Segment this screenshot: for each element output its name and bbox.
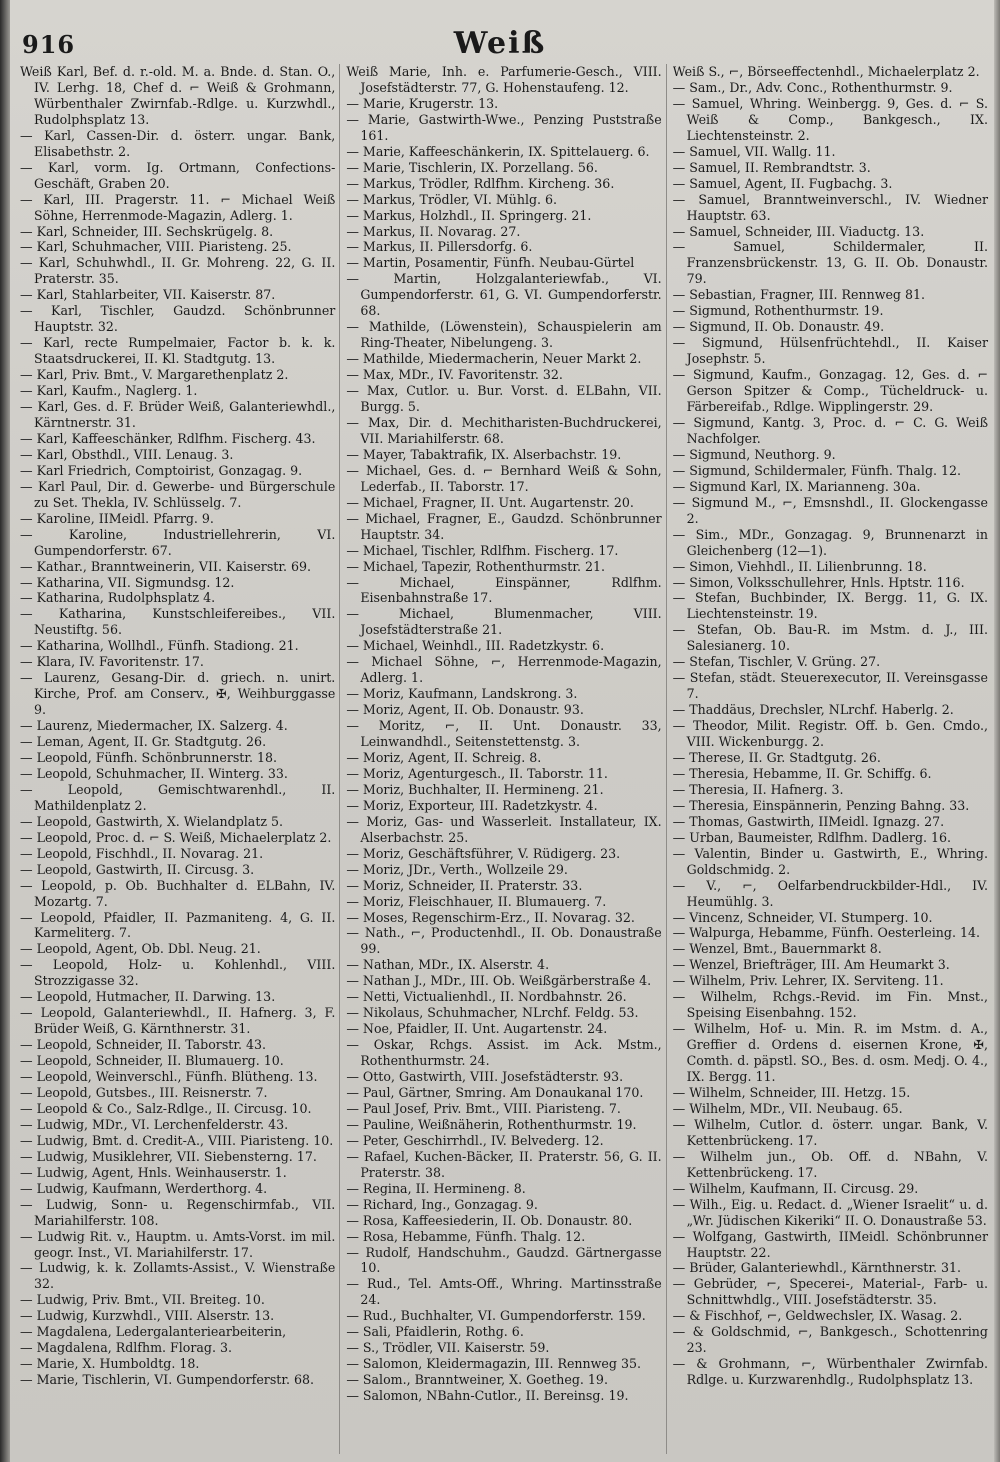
directory-entry: — Max, Cutlor. u. Bur. Vorst. d. ELBahn, VII. Burgg. 5. [346,383,662,415]
directory-entry: — Mayer, Tabaktrafik, IX. Alserbachstr. 19. [346,446,622,462]
directory-entry: — Sam., Dr., Adv. Conc., Rothenthurmstr. 9. [672,79,953,95]
directory-entry: — Urban, Baumeister, Rdlfhm. Dadlerg. 16. [672,829,952,845]
directory-entry: — Samuel, II. Rembrandtstr. 3. [672,159,871,175]
directory-entry: — Leopold, Pfaidler, II. Pazmaniteng. 4, G. II. Karmeliterg. 7. [20,909,336,941]
directory-entry: — Ludwig, Musiklehrer, VII. Siebensterng. 17. [20,1148,317,1164]
directory-entry: — Thomas, Gastwirth, IIMeidl. Ignazg. 27. [672,813,945,829]
directory-entry: — Karl, Priv. Bmt., V. Margarethenplatz 2. [20,367,289,383]
directory-entry: — Sigmund, Schildermaler, Fünfh. Thalg. 12. [672,462,962,478]
directory-entry: — Thaddäus, Drechsler, NLrchf. Haberlg. 2. [672,702,954,718]
directory-entry: — Karoline, Industriellehrerin, VI. Gumpendorferstr. 67. [20,526,336,558]
directory-entry: — Brüder, Galanteriewhdl., Kärnthnerstr. 31. [672,1260,962,1276]
directory-entry: — Michael, Fragner, II. Unt. Augartenstr. 20. [346,494,634,510]
directory-column-2 [346,64,666,1454]
directory-entry: — Samuel, Whring. Weinbergg. 9, Ges. d. ⌐ S. Weiß & Comp., Bankgesch., IX. Liechtensteinstr. 2. [672,95,988,143]
directory-entry: — V., ⌐, Oelfarbendruckbilder-Hdl., IV. Heumühlg. 3. [672,877,988,909]
directory-entry: — Samuel, Schneider, III. Viaductg. 13. [672,223,925,239]
directory-entry: — Rafael, Kuchen-Bäcker, II. Praterstr. 56, G. II. Praterstr. 38. [346,1148,662,1180]
directory-entry: — Max, Dir. d. Mechitharisten-Buchdruckerei, VII. Mariahilferstr. 68. [346,414,662,446]
directory-entry: — Leopold, Schuhmacher, II. Winterg. 33. [20,765,288,781]
directory-entry: — Moriz, Buchhalter, II. Hermineng. 21. [346,781,604,797]
directory-entry: — Rud., Buchhalter, VI. Gumpendorferstr. 159. [346,1308,646,1324]
directory-entry: — Moriz, JDr., Verth., Wollzeile 29. [346,861,568,877]
directory-entry: — Wilhelm, Rchgs.-Revid. im Fin. Mnst., Speising Eisenbahng. 152. [672,989,988,1021]
directory-entry: — Samuel, Branntweinverschl., IV. Wiedner Hauptstr. 63. [672,191,988,223]
directory-entry: — Katharina, Rudolphsplatz 4. [20,590,216,606]
directory-entry: — Leopold, Gutsbes., III. Reisnerstr. 7. [20,1085,268,1100]
directory-entry: — Otto, Gastwirth, VIII. Josefstädterstr. 93. [346,1069,624,1085]
directory-entry: — Michael, Blumenmacher, VIII. Josefstädterstraße 21. [346,606,662,638]
directory-entry: — Laurenz, Miedermacher, IX. Salzerg. 4. [20,718,288,734]
directory-entry: — Leopold, Proc. d. ⌐ S. Weiß, Michaelerplatz 2. [20,829,332,845]
directory-entry: — Ludwig, Bmt. d. Credit-A., VIII. Piaristeng. 10. [20,1132,334,1148]
directory-entry: — Leopold, p. Ob. Buchhalter d. ELBahn, IV. Mozartg. 7. [20,877,336,909]
directory-entry: — Netti, Victualienhdl., II. Nordbahnstr. 26. [346,989,627,1005]
directory-entry: — Rosa, Hebamme, Fünfh. Thalg. 12. [346,1228,586,1244]
directory-entry: — Leopold, Fünfh. Schönbrunnerstr. 18. [20,749,278,765]
directory-entry: — Leopold, Fischhdl., II. Novarag. 21. [20,845,264,861]
directory-entry: — Sebastian, Fragner, III. Rennweg 81. [672,287,926,303]
directory-entry: — Karl, vorm. Ig. Ortmann, Confections-Geschäft, Graben 20. [20,159,336,191]
directory-entry: — Stefan, städt. Steuerexecutor, II. Vereinsgasse 7. [672,670,988,702]
directory-entry: — Karl Friedrich, Comptoirist, Gonzagag. 9. [20,462,303,478]
directory-entry: — Stefan, Buchbinder, IX. Bergg. 11, G. IX. Liechtensteinstr. 19. [672,590,988,622]
directory-entry: — Katharina, VII. Sigmundsg. 12. [20,574,235,590]
directory-entry: — Karl, Stahlarbeiter, VII. Kaiserstr. 87. [20,287,276,303]
directory-entry: — Wilhelm, Schneider, III. Hetzg. 15. [672,1085,911,1100]
directory-entry: — Karl, Cassen-Dir. d. österr. ungar. Bank, Elisabethstr. 2. [20,127,336,159]
directory-entry: — Valentin, Binder u. Gastwirth, E., Whring. Goldschmidg. 2. [672,845,988,877]
directory-entry: — Simon, Volksschullehrer, Hnls. Hptstr. 116. [672,574,965,590]
directory-entry: — Ludwig, Priv. Bmt., VII. Breiteg. 10. [20,1292,265,1308]
page-header [0,22,1000,62]
directory-entry: — Ludwig, k. k. Zollamts-Assist., V. Wienstraße 32. [20,1260,336,1292]
page-title: Weiß [453,26,547,61]
directory-entry: — Wilhelm, Hof- u. Min. R. im Mstm. d. A., Greffier d. Ordens d. eisernen Krone, ✠, Comth. d. päpstl. SO., Bes. d. osm. Medj. O. 4., IX. Bergg. 11. [672,1021,988,1085]
directory-entry: — Regina, II. Hermineng. 8. [346,1180,526,1196]
directory-entry: — Vincenz, Schneider, VI. Stumperg. 10. [672,909,933,925]
directory-entry: — Theresia, II. Hafnerg. 3. [672,781,844,797]
directory-entry: — Moritz, ⌐, II. Unt. Donaustr. 33, Leinwandhdl., Seitenstettenstg. 3. [346,718,662,750]
directory-entry: — Klara, IV. Favoritenstr. 17. [20,654,204,670]
directory-entry: — Marie, Krugerstr. 13. [346,95,499,111]
directory-entry: — Sigmund M., ⌐, Emsnshdl., II. Glockengasse 2. [672,494,988,526]
directory-entry: — Ludwig, Kaufmann, Werderthorg. 4. [20,1180,268,1196]
directory-entry: Weiß S., ⌐, Börseeffectenhdl., Michaelerplatz 2. [672,64,980,79]
directory-entry: — Salomon, Kleidermagazin, III. Rennweg 35. [346,1356,641,1372]
directory-column-1 [20,64,340,1454]
directory-entry: — Paul Josef, Priv. Bmt., VIII. Piaristeng. 7. [346,1100,621,1116]
directory-entry: — Paul, Gärtner, Smring. Am Donaukanal 170. [346,1085,644,1100]
directory-entry: — Sigmund, Kantg. 3, Proc. d. ⌐ C. G. Weiß Nachfolger. [672,414,988,446]
directory-entry: — Karl, III. Pragerstr. 11. ⌐ Michael Weiß Söhne, Herrenmode-Magazin, Adlerg. 1. [20,191,336,223]
directory-entry: — Moriz, Geschäftsführer, V. Rüdigerg. 23. [346,845,621,861]
directory-entry: — Karl, Schuhmacher, VIII. Piaristeng. 25. [20,239,292,255]
directory-entry: — Moriz, Schneider, II. Praterstr. 33. [346,877,583,893]
directory-entry: — Theresia, Einspännerin, Penzing Bahng. 33. [672,797,970,813]
directory-entry: Weiß Marie, Inh. e. Parfumerie-Gesch., VIII. Josefstädterstr. 77, G. Hohenstaufeng. 12. [346,64,662,95]
directory-entry: — Moriz, Kaufmann, Landskrong. 3. [346,686,578,702]
directory-entry: — Moriz, Fleischhauer, II. Blumauerg. 7. [346,893,607,909]
directory-entry: — Nathan J., MDr., III. Ob. Weißgärberstraße 4. [346,973,652,989]
directory-entry: — Rosa, Kaffeesiederin, II. Ob. Donaustr. 80. [346,1212,633,1228]
directory-entry: — Wolfgang, Gastwirth, IIMeidl. Schönbrunner Hauptstr. 22. [672,1228,988,1260]
directory-entry: — Marie, Kaffeeschänkerin, IX. Spittelauerg. 6. [346,143,650,159]
directory-entry: — Rudolf, Handschuhm., Gaudzd. Gärtnergasse 10. [346,1244,662,1276]
directory-entry: — Sim., MDr., Gonzagag. 9, Brunnenarzt in Gleichenberg (12—1). [672,526,988,558]
directory-entry: — Wilhelm, MDr., VII. Neubaug. 65. [672,1100,903,1116]
directory-entry: — Karl, Kaufm., Naglerg. 1. [20,383,198,399]
directory-entry: — & Goldschmid, ⌐, Bankgesch., Schottenring 23. [672,1324,988,1356]
directory-entry: — Samuel, Schildermaler, II. Franzensbrückenstr. 13, G. II. Ob. Donaustr. 79. [672,239,988,287]
directory-entry: — Ludwig, Agent, Hnls. Weinhauserstr. 1. [20,1164,287,1180]
directory-entry: — Karl, recte Rumpelmaier, Factor b. k. k. Staatsdruckerei, II. Kl. Stadtgutg. 13. [20,335,336,367]
directory-entry: — Wilhelm, Cutlor. d. österr. ungar. Bank, V. Kettenbrückeng. 17. [672,1116,988,1148]
directory-entry: — Michael, Tapezir, Rothenthurmstr. 21. [346,558,605,574]
directory-entry: — Leopold, Gemischtwarenhdl., II. Mathildenplatz 2. [20,781,336,813]
directory-entry: — Simon, Viehhdl., II. Lilienbrunng. 18. [672,558,927,574]
directory-entry: — Noe, Pfaidler, II. Unt. Augartenstr. 24. [346,1021,608,1037]
directory-entry: — Nikolaus, Schuhmacher, NLrchf. Feldg. 53. [346,1005,639,1021]
directory-entry: — Markus, Holzhdl., II. Springerg. 21. [346,207,592,223]
directory-entry: — Magdalena, Rdlfhm. Florag. 3. [20,1340,232,1356]
directory-entry: — Karl, Tischler, Gaudzd. Schönbrunner Hauptstr. 32. [20,303,336,335]
directory-entry: — Theresia, Hebamme, II. Gr. Schiffg. 6. [672,765,932,781]
directory-entry: — Oskar, Rchgs. Assist. im Ack. Mstm., Rothenthurmstr. 24. [346,1037,662,1069]
directory-entry: — Katharina, Kunstschleifereibes., VII. Neustiftg. 56. [20,606,336,638]
page-edge-shadow [994,0,1000,1462]
directory-entry: — Michael, Tischler, Rdlfhm. Fischerg. 17. [346,542,619,558]
directory-entry: — Michael Söhne, ⌐, Herrenmode-Magazin, Adlerg. 1. [346,654,662,686]
directory-entry: — Wenzel, Bmt., Bauernmarkt 8. [672,941,882,957]
directory-entry: — Salomon, NBahn-Cutlor., II. Bereinsg. 19. [346,1388,629,1404]
directory-entry: — Therese, II. Gr. Stadtgutg. 26. [672,749,881,765]
directory-entry: — Moriz, Agent, II. Schreig. 8. [346,749,542,765]
directory-entry: — Ludwig, Kurzwhdl., VIII. Alserstr. 13. [20,1308,275,1324]
directory-entry: — Stefan, Tischler, V. Grüng. 27. [672,654,881,670]
directory-entry: — Karl, Obsthdl., VIII. Lenaug. 3. [20,446,234,462]
directory-entry: — Leopold, Weinverschl., Fünfh. Blütheng. 13. [20,1069,318,1085]
directory-entry: — Mathilde, Miedermacherin, Neuer Markt 2. [346,351,642,367]
directory-entry: — Ludwig, MDr., VI. Lerchenfelderstr. 43. [20,1116,289,1132]
directory-entry: — Moriz, Agenturgesch., II. Taborstr. 11. [346,765,608,781]
directory-entry: — Wilhelm jun., Ob. Off. d. NBahn, V. Kettenbrückeng. 17. [672,1148,988,1180]
directory-entry: — Leopold & Co., Salz-Rdlge., II. Circusg. 10. [20,1100,312,1116]
page-binding-shadow [0,0,10,1462]
directory-entry: — Ludwig, Sonn- u. Regenschirmfab., VII. Mariahilferstr. 108. [20,1196,336,1228]
directory-entry: — Samuel, VII. Wallg. 11. [672,143,836,159]
directory-entry: — Walpurga, Hebamme, Fünfh. Oesterleing. 14. [672,925,980,941]
directory-entry: — Michael, Ges. d. ⌐ Bernhard Weiß & Sohn, Lederfab., II. Taborstr. 17. [346,462,662,494]
directory-entry: — Markus, II. Pillersdorfg. 6. [346,239,533,255]
directory-entry: — Karl, Schuhwhdl., II. Gr. Mohreng. 22, G. II. Praterstr. 35. [20,255,336,287]
directory-entry: — Laurenz, Gesang-Dir. d. griech. n. unirt. Kirche, Prof. am Conserv., ✠, Weihburggasse 9. [20,670,336,718]
directory-entry: — Marie, Tischlerin, IX. Porzellang. 56. [346,159,598,175]
directory-entry: — Moriz, Exporteur, III. Radetzkystr. 4. [346,797,598,813]
directory-entry: — Salom., Branntweiner, X. Goetheg. 19. [346,1372,608,1388]
directory-entry: — Pauline, Weißnäherin, Rothenthurmstr. 19. [346,1116,637,1132]
directory-entry: — Leopold, Schneider, II. Blumauerg. 10. [20,1053,284,1069]
directory-entry: — Mathilde, (Löwenstein), Schauspielerin am Ring-Theater, Nibelungeng. 3. [346,319,662,351]
directory-entry: — Wenzel, Briefträger, III. Am Heumarkt 3. [672,957,950,973]
directory-entry: — Marie, Tischlerin, VI. Gumpendorferstr. 68. [20,1372,315,1388]
page-number: 916 [22,30,76,59]
directory-entry: — Leopold, Gastwirth, II. Circusg. 3. [20,861,255,877]
directory-entry: — Peter, Geschirrhdl., IV. Belvederg. 12. [346,1132,604,1148]
directory-entry: — Richard, Ing., Gonzagag. 9. [346,1196,538,1212]
directory-entry: — Markus, Trödler, Rdlfhm. Kircheng. 36. [346,175,615,191]
directory-entry: — Magdalena, Ledergalanteriearbeiterin, [20,1324,287,1340]
directory-entry: — Wilhelm, Priv. Lehrer, IX. Serviteng. 11. [672,973,944,989]
directory-entry: — Michael, Weinhdl., III. Radetzkystr. 6. [346,638,605,654]
directory-entry: — Karl, Schneider, III. Sechskrügelg. 8. [20,223,274,239]
directory-entry: — Max, MDr., IV. Favoritenstr. 32. [346,367,563,383]
directory-entry: — Leopold, Schneider, II. Taborstr. 43. [20,1037,267,1053]
directory-entry: — Ludwig Rit. v., Hauptm. u. Amts-Vorst. im mil. geogr. Inst., VI. Mariahilferstr. 17. [20,1228,336,1260]
directory-entry: — Markus, II. Novarag. 27. [346,223,521,239]
directory-entry: — Kathar., Branntweinerin, VII. Kaiserstr. 69. [20,558,312,574]
directory-entry: — Wilh., Eig. u. Redact. d. „Wiener Israelit“ u. d. „Wr. Jüdischen Kikeriki“ II. O. Donaustraße 53. [672,1196,988,1228]
directory-entry: — Michael, Einspänner, Rdlfhm. Eisenbahnstraße 17. [346,574,662,606]
directory-entry: — Moriz, Agent, II. Ob. Donaustr. 93. [346,702,584,718]
directory-entry: — Sigmund, II. Ob. Donaustr. 49. [672,319,885,335]
directory-entry: — Samuel, Agent, II. Fugbachg. 3. [672,175,893,191]
directory-entry: — & Fischhof, ⌐, Geldwechsler, IX. Wasag. 2. [672,1308,963,1324]
directory-entry: — Leman, Agent, II. Gr. Stadtgutg. 26. [20,734,267,750]
directory-entry: — Sigmund, Neuthorg. 9. [672,446,836,462]
directory-entry: — Rud., Tel. Amts-Off., Whring. Martinsstraße 24. [346,1276,662,1308]
directory-entry: — Stefan, Ob. Bau-R. im Mstm. d. J., III. Salesianerg. 10. [672,622,988,654]
directory-entry: — Marie, Gastwirth-Wwe., Penzing Puststraße 161. [346,111,662,143]
directory-entry: — Markus, Trödler, VI. Mühlg. 6. [346,191,558,207]
directory-entry: — Michael, Fragner, E., Gaudzd. Schönbrunner Hauptstr. 34. [346,510,662,542]
directory-entry: — Sali, Pfaidlerin, Rothg. 6. [346,1324,524,1340]
directory-entry: — S., Trödler, VII. Kaiserstr. 59. [346,1340,550,1356]
directory-column-3 [673,64,992,1454]
directory-entry: — Wilhelm, Kaufmann, II. Circusg. 29. [672,1180,919,1196]
directory-entry: — Leopold, Galanteriewhdl., II. Hafnerg. 3, F. Brüder Weiß, G. Kärnthnerstr. 31. [20,1005,336,1037]
directory-entry: — Martin, Holzgalanteriewfab., VI. Gumpendorferstr. 61, G. VI. Gumpendorferstr. 68. [346,271,662,319]
directory-entry: — Sigmund, Hülsenfrüchtehdl., II. Kaiser Josephstr. 5. [672,335,988,367]
directory-entry: — Karl Paul, Dir. d. Gewerbe- und Bürgerschule zu Set. Thekla, IV. Schlüsselg. 7. [20,478,336,510]
directory-entry: — Leopold, Gastwirth, X. Wielandplatz 5. [20,813,284,829]
directory-entry: — Sigmund Karl, IX. Marianneng. 30a. [672,478,921,494]
directory-entry: — Nath., ⌐, Productenhdl., II. Ob. Donaustraße 99. [346,925,662,957]
directory-entry: — Sigmund, Rothenthurmstr. 19. [672,303,884,319]
directory-entry: — Theodor, Milit. Registr. Off. b. Gen. Cmdo., VIII. Wickenburgg. 2. [672,718,988,750]
directory-entry: — Moses, Regenschirm-Erz., II. Novarag. 32. [346,909,635,925]
directory-entry: — Karl, Kaffeeschänker, Rdlfhm. Fischerg. 43. [20,430,316,446]
directory-entry: — Leopold, Hutmacher, II. Darwing. 13. [20,989,276,1005]
directory-columns [20,64,992,1454]
directory-entry: — Gebrüder, ⌐, Specerei-, Material-, Farb- u. Schnittwhdlg., VIII. Josefstädterstr. 35. [672,1276,988,1308]
directory-entry: — Leopold, Agent, Ob. Dbl. Neug. 21. [20,941,261,957]
directory-entry: Weiß Karl, Bef. d. r.-old. M. a. Bnde. d. Stan. O., IV. Lerhg. 18, Chef d. ⌐ Weiß & Grohmann, Würbenthaler Zwirnfab.-Rdlge. u. Kurzwhdl., Rudolphsplatz 13. [20,64,336,127]
directory-entry: — Moriz, Gas- und Wasserleit. Installateur, IX. Alserbachstr. 25. [346,813,662,845]
directory-entry: — Martin, Posamentir, Fünfh. Neubau-Gürtel [346,255,635,271]
directory-entry: — Nathan, MDr., IX. Alserstr. 4. [346,957,550,973]
directory-entry: — Karl, Ges. d. F. Brüder Weiß, Galanteriewhdl., Kärntnerstr. 31. [20,399,336,430]
directory-entry: — & Grohmann, ⌐, Würbenthaler Zwirnfab. Rdlge. u. Kurzwarenhdlg., Rudolphsplatz 13. [672,1356,988,1388]
directory-entry: — Sigmund, Kaufm., Gonzagag. 12, Ges. d. ⌐ Gerson Spitzer & Comp., Tücheldruck- u. Färbereifab., Rdlge. Wipplingerstr. 29. [672,367,988,415]
directory-entry: — Marie, X. Humboldtg. 18. [20,1356,200,1372]
directory-entry: — Karoline, IIMeidl. Pfarrg. 9. [20,510,214,526]
directory-entry: — Katharina, Wollhdl., Fünfh. Stadiong. 21. [20,638,299,654]
directory-entry: — Leopold, Holz- u. Kohlenhdl., VIII. Strozzigasse 32. [20,957,336,989]
